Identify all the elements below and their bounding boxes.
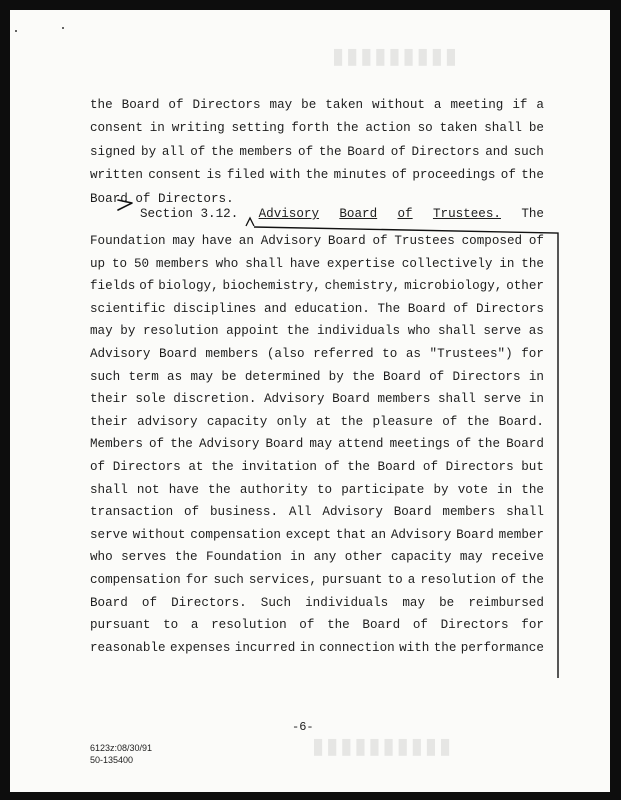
word: capacity [390, 550, 452, 565]
word: for [185, 573, 209, 587]
word: Board [347, 144, 385, 159]
word: taken [439, 121, 478, 136]
word: at [316, 414, 332, 429]
word: be [301, 98, 317, 112]
word: of [500, 168, 516, 183]
word: of [501, 573, 517, 587]
word: serves [121, 550, 167, 565]
word: All [288, 505, 312, 520]
word: Board [383, 369, 421, 384]
word: 50 [133, 256, 150, 271]
word: of [299, 618, 315, 633]
word: education. [294, 301, 370, 316]
word: be [221, 369, 237, 384]
word: resolution [211, 618, 287, 633]
word: may [269, 98, 293, 112]
word: the [208, 482, 231, 497]
word: who [407, 324, 431, 339]
word: pleasure [372, 414, 433, 429]
word: members [205, 347, 259, 361]
word: Directors [440, 618, 509, 633]
word: shall [484, 121, 522, 136]
word: without [132, 527, 186, 542]
word: of [139, 279, 155, 294]
word: Board [121, 98, 160, 112]
word: of [391, 168, 407, 183]
word: but [521, 460, 544, 474]
word: in [149, 121, 165, 136]
word: the [170, 437, 193, 452]
word: referred [313, 347, 374, 361]
word: appoint [226, 324, 280, 339]
word: the [90, 98, 113, 112]
word: any [313, 550, 337, 565]
word: of [429, 369, 445, 384]
word: capacity [206, 414, 268, 429]
word: pursuant [90, 618, 151, 633]
word: the [340, 414, 364, 429]
word: biology, [158, 279, 219, 294]
word: of [372, 234, 388, 248]
word: the [521, 482, 544, 497]
bleed-through-bottom: ▮▮▮▮▮▮▮▮▮▮ [310, 734, 452, 759]
section-number: Section 3.12. [140, 207, 239, 221]
word: by [328, 369, 344, 384]
word: who [90, 550, 113, 565]
word: invitation [241, 460, 317, 474]
word: The [377, 301, 401, 316]
word: Directors [411, 144, 480, 159]
word: of [422, 460, 439, 474]
word: individuals [305, 595, 389, 610]
word: the [335, 121, 359, 136]
word: Directors [192, 98, 261, 112]
word: incurred [234, 640, 296, 655]
word: of [324, 460, 340, 474]
insertion-caret [246, 218, 254, 226]
word: written [90, 168, 143, 183]
word: have [289, 256, 321, 271]
word: connection [319, 640, 395, 655]
word: members [442, 505, 496, 520]
word: action [365, 121, 411, 136]
word: shall [437, 324, 476, 339]
word: biochemistry, [222, 279, 321, 294]
word: a [433, 98, 442, 112]
word: taken [325, 98, 364, 112]
word: the [305, 168, 329, 183]
word: Trustees [394, 234, 455, 248]
word: the [318, 144, 342, 159]
word: if [512, 98, 528, 112]
word: (also [266, 347, 305, 361]
word: scientific [90, 301, 166, 316]
word: the [466, 414, 490, 429]
word: discretion. [173, 392, 257, 407]
word: expenses [169, 640, 231, 655]
word: proceedings [412, 168, 496, 183]
word: for [521, 347, 544, 361]
word: Board [377, 460, 416, 474]
word: chemistry, [324, 279, 401, 294]
word: as [528, 324, 544, 339]
word: the [286, 324, 310, 339]
word: the [352, 369, 375, 384]
word: advisory [137, 414, 198, 429]
word: Members [90, 437, 143, 452]
word: minutes [333, 168, 387, 183]
word: of [184, 505, 200, 520]
word: only [276, 414, 307, 429]
word: to [387, 573, 403, 587]
word: to [382, 347, 398, 361]
word: may [90, 324, 113, 339]
word: shall [245, 256, 283, 271]
word: with [270, 168, 301, 183]
word: up [90, 256, 106, 271]
word: Foundation [206, 550, 282, 565]
word: setting [231, 121, 285, 136]
word: Advisory [90, 347, 151, 361]
word: may [190, 369, 214, 384]
word: writing [171, 121, 225, 136]
word: the [433, 640, 457, 655]
page-number: -6- [292, 720, 314, 734]
word: attend [338, 437, 384, 452]
word: authority [239, 482, 308, 497]
word: forth [291, 121, 330, 136]
word: shall [506, 505, 544, 520]
word: signed [90, 144, 136, 159]
heading-word: of [397, 207, 413, 221]
word: microbiology, [404, 279, 503, 294]
word: serve [483, 392, 522, 407]
word: serve [90, 527, 128, 542]
footer-bates-number: 50-135400 [90, 755, 134, 765]
word: vote [457, 482, 488, 497]
word: other [506, 279, 544, 294]
word: collectively [401, 256, 493, 271]
word: Board [407, 301, 446, 316]
arrow-mark [118, 200, 132, 210]
word: services, [248, 573, 317, 587]
word: an [370, 527, 387, 542]
word: fields [90, 279, 136, 294]
word: sole [135, 392, 166, 407]
word: Advisory [260, 234, 322, 248]
word: Board. [498, 414, 544, 429]
word: Board [327, 234, 366, 248]
word: a [536, 98, 544, 112]
word: of [528, 234, 544, 248]
word: such [213, 573, 244, 587]
word: Directors [475, 301, 544, 316]
word: other [344, 550, 383, 565]
footer-doc-code: 6123z:08/30/91 [90, 743, 153, 753]
word: of [390, 144, 406, 159]
heading-word: Trustees. [432, 207, 501, 221]
word: participate [341, 482, 425, 497]
word: for [521, 618, 544, 633]
word: Advisory [198, 437, 260, 452]
word: have [201, 234, 233, 248]
word: in [290, 550, 306, 565]
word: be [439, 595, 455, 610]
word: the [521, 573, 544, 587]
word: consent [148, 168, 202, 183]
word: of [453, 301, 469, 316]
word: Board [159, 347, 197, 361]
word: Directors [445, 460, 514, 474]
word: the [211, 460, 234, 474]
word: of [148, 437, 165, 452]
word: Advisory [390, 527, 452, 542]
word: receive [491, 550, 544, 565]
word: members [155, 256, 209, 271]
word: of [442, 414, 458, 429]
word: members [377, 392, 431, 407]
word: by [141, 144, 157, 159]
word: consent [90, 121, 143, 136]
word: of [135, 191, 159, 206]
word: compensation [90, 573, 181, 587]
word: a [190, 618, 199, 633]
word: have [168, 482, 199, 497]
word: to [111, 256, 128, 271]
word: that [335, 527, 367, 542]
word: at [188, 460, 204, 474]
word: all [161, 144, 185, 159]
word: the [347, 460, 370, 474]
word: the [211, 144, 234, 159]
word: such [90, 369, 121, 384]
word: shall [438, 392, 476, 407]
word: Such [260, 595, 292, 610]
section-lead-word: The [521, 207, 544, 221]
word: their [90, 414, 128, 429]
word: the [327, 618, 350, 633]
word: and [263, 301, 287, 316]
word: by [120, 324, 136, 339]
word: as [405, 347, 421, 361]
word: meeting [450, 98, 504, 112]
heading-word: Board [339, 207, 378, 221]
word: may [309, 437, 333, 452]
word: Directors. [158, 191, 234, 206]
word: may [402, 595, 426, 610]
word: without [372, 98, 425, 112]
word: Advisory [322, 505, 383, 520]
word: individuals [316, 324, 401, 339]
word: Board [456, 527, 494, 542]
word: Board [90, 191, 136, 206]
word: the [521, 168, 544, 183]
word: in [528, 392, 544, 407]
word: in [528, 369, 544, 384]
word: so [417, 121, 433, 136]
word: by [433, 482, 449, 497]
word: pursuant [321, 573, 383, 587]
word: Foundation [90, 234, 166, 248]
word: the [174, 550, 198, 565]
word: a [407, 573, 416, 587]
heading-word: Advisory [258, 207, 320, 221]
word: member [498, 527, 544, 542]
word: such [513, 144, 544, 159]
word: composed [461, 234, 523, 248]
word: Directors [112, 460, 181, 474]
word: Board [265, 437, 304, 452]
word: filed [226, 168, 265, 183]
word: who [215, 256, 239, 271]
word: shall [90, 482, 128, 497]
word: may [172, 234, 196, 248]
bleed-through-top: ▮▮▮▮▮▮▮▮▮ [330, 44, 457, 69]
word: is [206, 168, 222, 183]
word: Board [393, 505, 432, 520]
word: Directors. [171, 595, 247, 610]
word: transaction [90, 505, 174, 520]
word: to [316, 482, 333, 497]
word: disciplines [173, 301, 257, 316]
word: Advisory [264, 392, 325, 407]
word: Board [506, 437, 544, 452]
word: of [190, 144, 206, 159]
word: Board [362, 618, 401, 633]
word: expertise [326, 256, 395, 271]
word: of [456, 437, 472, 452]
word: in [499, 256, 515, 271]
word: serve [483, 324, 522, 339]
word: in [299, 640, 315, 655]
word: Board [90, 595, 128, 610]
bracket-line [254, 227, 558, 678]
word: performance [460, 640, 544, 655]
word: to [163, 618, 179, 633]
word: their [90, 392, 128, 407]
word: be [528, 121, 544, 136]
word: of [168, 98, 184, 112]
word: reasonable [90, 640, 166, 655]
word: as [167, 369, 183, 384]
word: of [298, 144, 314, 159]
word: of [412, 618, 428, 633]
word: except [285, 527, 332, 542]
word: determined [244, 369, 321, 384]
word: not [136, 482, 160, 497]
word: Board [332, 392, 370, 407]
word: reimbursed [468, 595, 544, 610]
document-page [10, 10, 610, 792]
handwritten-marks [10, 10, 610, 792]
word: an [238, 234, 254, 248]
word: resolution [143, 324, 219, 339]
word: with [399, 640, 430, 655]
word: members [239, 144, 293, 159]
word: of [90, 460, 106, 474]
word: Directors [452, 369, 521, 384]
word: may [459, 550, 483, 565]
word: meetings [389, 437, 451, 452]
word: of [141, 595, 158, 610]
word: the [477, 437, 501, 452]
word: resolution [420, 573, 496, 587]
word: in [497, 482, 513, 497]
word: term [128, 369, 159, 384]
word: "Trustees") [429, 347, 513, 361]
word: compensation [190, 527, 281, 542]
word: and [485, 144, 508, 159]
word: business. [209, 505, 279, 520]
word: the [521, 256, 544, 271]
